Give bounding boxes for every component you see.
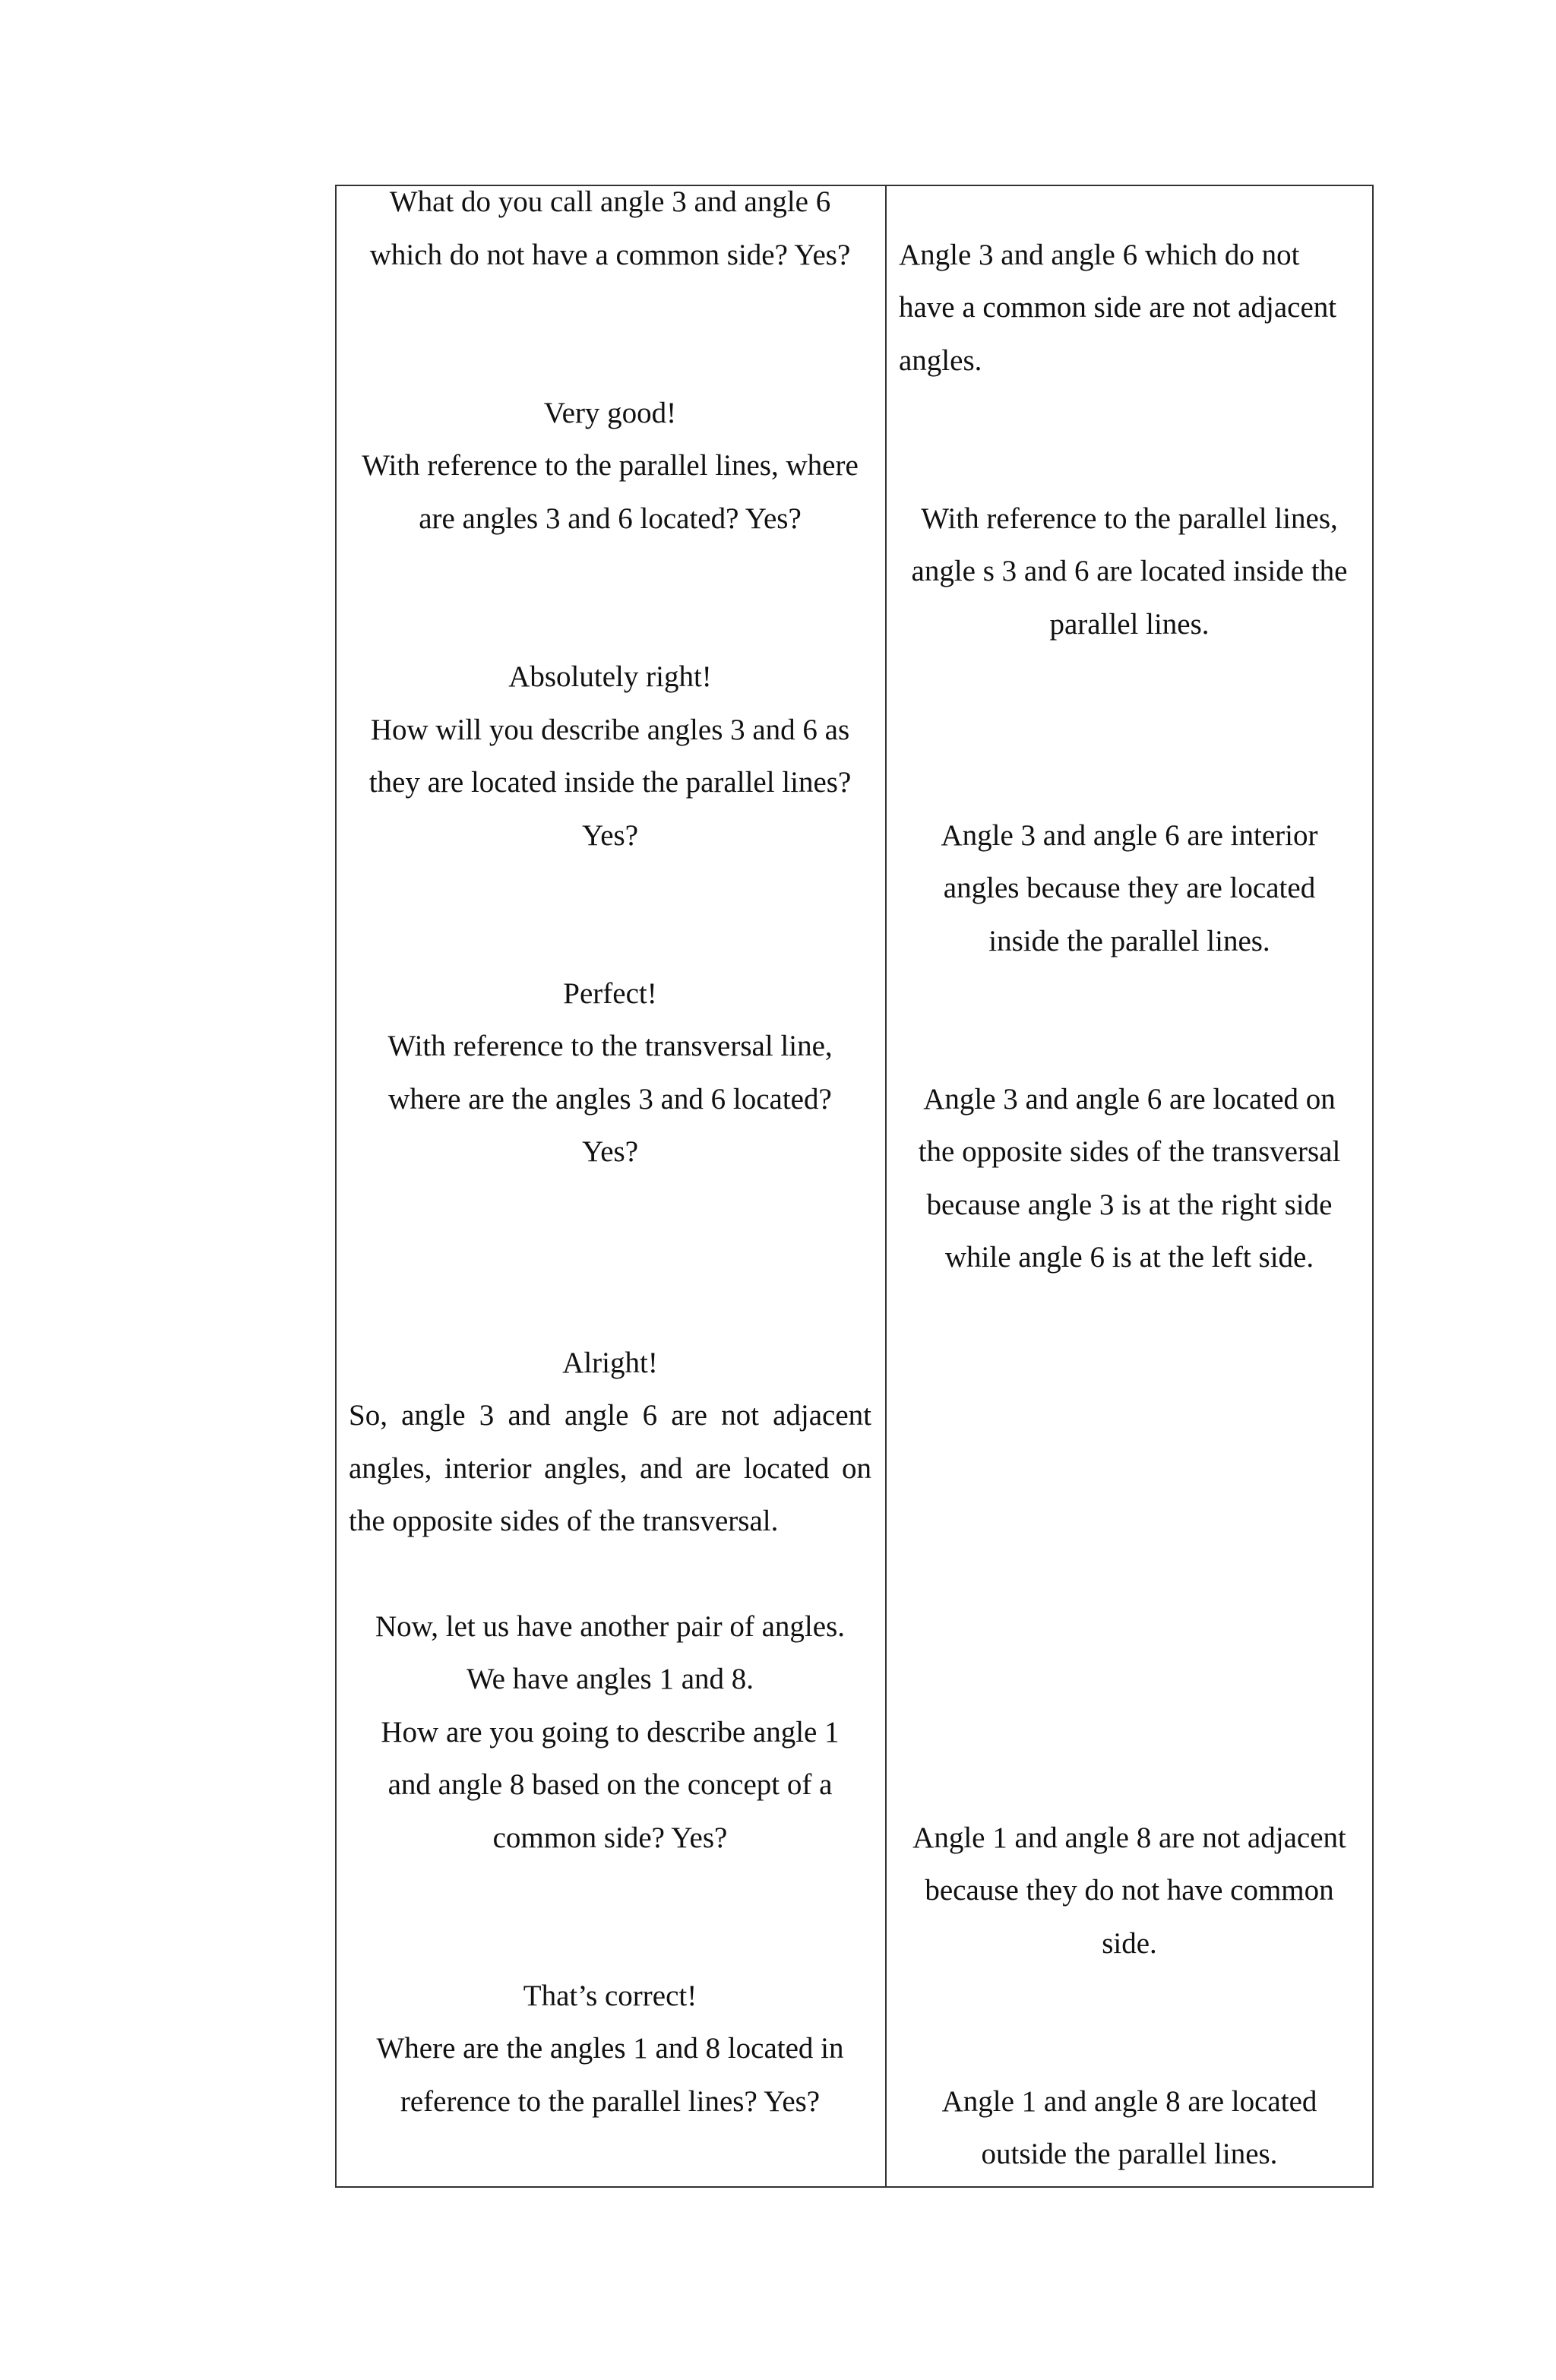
teacher-line: which do not have a common side? Yes? — [369, 239, 851, 271]
teacher-line: That’s correct! — [523, 1980, 697, 2012]
student-line: while angle 6 is at the left side. — [944, 1241, 1314, 1274]
student-line: Angle 3 and angle 6 are located on — [923, 1083, 1336, 1116]
teacher-line: the opposite sides of the transversal. — [349, 1505, 779, 1537]
teacher-line: Now, let us have another pair of angles. — [375, 1610, 846, 1643]
teacher-line: How are you going to describe angle 1 — [381, 1716, 840, 1749]
teacher-line: What do you call angle 3 and angle 6 — [389, 185, 831, 218]
student-line: With reference to the parallel lines, — [921, 502, 1338, 535]
teacher-line: How will you describe angles 3 and 6 as — [370, 714, 850, 746]
teacher-line: Alright! — [562, 1347, 658, 1379]
student-line: side. — [1102, 1927, 1157, 1960]
teacher-line: Perfect! — [563, 977, 657, 1010]
teacher-line: are angles 3 and 6 located? Yes? — [419, 502, 802, 535]
student-line: Angle 1 and angle 8 are not adjacent — [912, 1821, 1346, 1854]
teacher-line: With reference to the parallel lines, where — [362, 449, 859, 482]
student-line: outside the parallel lines. — [981, 2138, 1278, 2170]
teacher-line: reference to the parallel lines? Yes? — [400, 2085, 821, 2118]
student-line: have a common side are not adjacent — [899, 291, 1337, 324]
student-line: the opposite sides of the transversal — [918, 1135, 1341, 1168]
teacher-line: Yes? — [581, 819, 639, 852]
teacher-line: So, angle 3 and angle 6 are not adjacent — [349, 1399, 871, 1432]
teacher-line: We have angles 1 and 8. — [466, 1663, 754, 1695]
student-line: because angle 3 is at the right side — [926, 1188, 1333, 1221]
student-line: angle s 3 and 6 are located inside the — [911, 555, 1348, 587]
student-line: Angle 3 and angle 6 are interior — [941, 819, 1318, 852]
teacher-line: Where are the angles 1 and 8 located in — [376, 2032, 844, 2065]
student-line: Angle 3 and angle 6 which do not — [899, 239, 1300, 271]
teacher-line: they are located inside the parallel lines? — [368, 766, 852, 799]
teacher-line: common side? Yes? — [492, 1821, 728, 1854]
teacher-line: Very good! — [543, 397, 677, 429]
column-divider — [885, 185, 887, 2188]
teacher-line: where are the angles 3 and 6 located? — [388, 1083, 832, 1116]
student-line: inside the parallel lines. — [988, 925, 1270, 957]
student-line: because they do not have common — [925, 1874, 1334, 1907]
teacher-line: and angle 8 based on the concept of a — [387, 1768, 833, 1801]
student-line: angles because they are located — [943, 872, 1316, 904]
teacher-line: Yes? — [581, 1135, 639, 1168]
student-line: angles. — [899, 344, 982, 377]
student-line: Angle 1 and angle 8 are located — [941, 2085, 1317, 2118]
teacher-line: angles, interior angles, and are located on — [349, 1452, 871, 1485]
student-line: parallel lines. — [1049, 608, 1210, 641]
teacher-line: Absolutely right! — [508, 660, 712, 693]
teacher-line: With reference to the transversal line, — [387, 1030, 833, 1062]
